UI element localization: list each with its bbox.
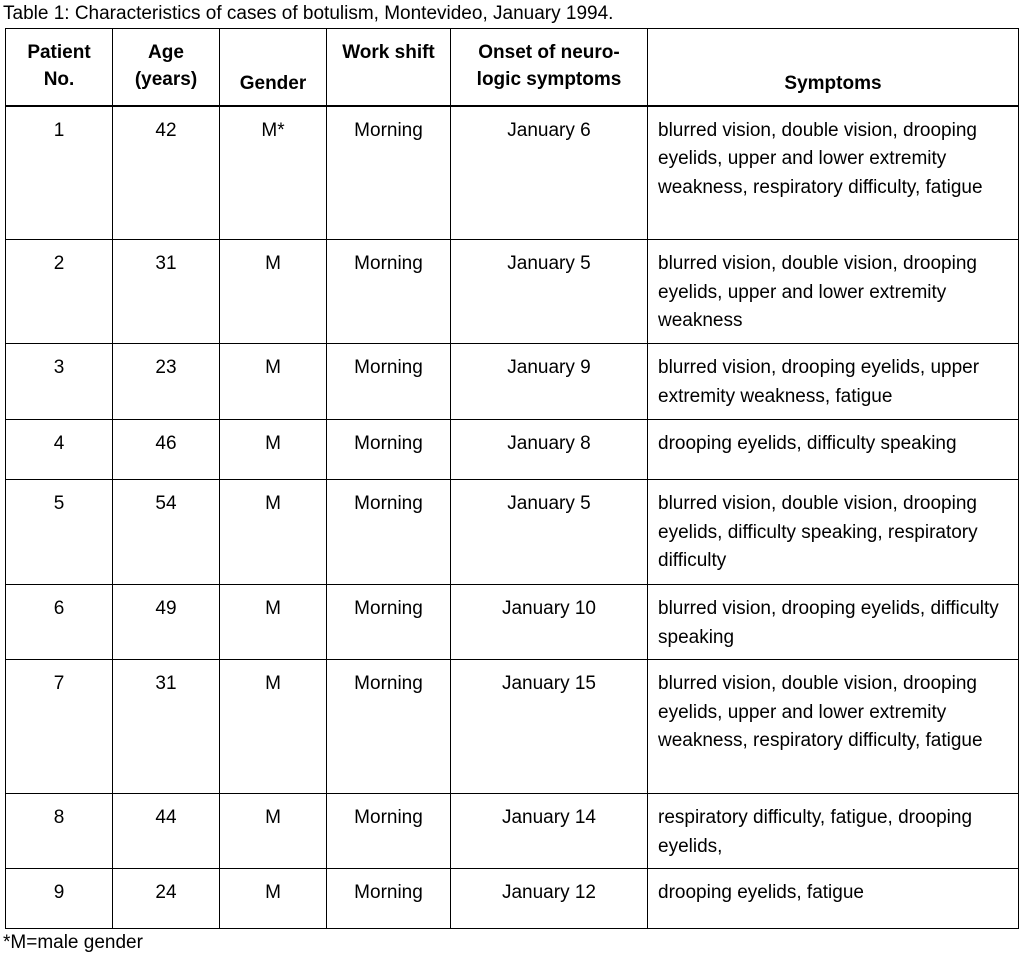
cell-gender: M <box>220 660 327 794</box>
cell-work-shift: Morning <box>327 106 451 240</box>
cell-gender: M <box>220 420 327 480</box>
cell-gender: M <box>220 794 327 869</box>
cell-patient-no: 6 <box>6 585 113 660</box>
table-row <box>6 585 1019 660</box>
cell-onset: January 5 <box>451 480 648 585</box>
cell-age: 24 <box>113 869 220 929</box>
cell-gender: M <box>220 240 327 344</box>
cell-age: 42 <box>113 106 220 240</box>
cell-onset: January 15 <box>451 660 648 794</box>
table-row <box>6 869 1019 929</box>
header-age: Age (years) <box>113 29 220 106</box>
table-row <box>6 660 1019 794</box>
cell-work-shift: Morning <box>327 344 451 420</box>
cell-gender: M <box>220 585 327 660</box>
cell-age: 44 <box>113 794 220 869</box>
cell-patient-no: 8 <box>6 794 113 869</box>
cell-gender: M <box>220 480 327 585</box>
cell-work-shift: Morning <box>327 420 451 480</box>
table-row <box>6 480 1019 585</box>
cell-symptoms: respiratory difficulty, fatigue, drooping eyelids, <box>648 794 1019 869</box>
cell-age: 31 <box>113 240 220 344</box>
cell-onset: January 8 <box>451 420 648 480</box>
cell-symptoms: blurred vision, double vision, drooping eyelids, difficulty speaking, respiratory difficulty <box>648 480 1019 585</box>
cell-patient-no: 7 <box>6 660 113 794</box>
header-onset: Onset of neuro- logic symptoms <box>451 29 648 106</box>
cell-age: 54 <box>113 480 220 585</box>
cell-symptoms: drooping eyelids, fatigue <box>648 869 1019 929</box>
cell-symptoms: blurred vision, drooping eyelids, upper extremity weakness, fatigue <box>648 344 1019 420</box>
header-row <box>6 29 1019 106</box>
cell-patient-no: 2 <box>6 240 113 344</box>
header-gender: Gender <box>220 29 327 106</box>
cell-onset: January 5 <box>451 240 648 344</box>
cell-gender: M <box>220 344 327 420</box>
cell-gender: M <box>220 869 327 929</box>
table-row <box>6 344 1019 420</box>
cell-patient-no: 5 <box>6 480 113 585</box>
cell-work-shift: Morning <box>327 240 451 344</box>
cell-age: 46 <box>113 420 220 480</box>
table-row <box>6 106 1019 240</box>
header-symptoms: Symptoms <box>648 29 1019 106</box>
cell-age: 49 <box>113 585 220 660</box>
cell-work-shift: Morning <box>327 794 451 869</box>
table-row <box>6 240 1019 344</box>
cell-onset: January 12 <box>451 869 648 929</box>
cell-symptoms: blurred vision, double vision, drooping eyelids, upper and lower extremity weakness, respiratory difficulty, fatigue <box>648 106 1019 240</box>
cell-work-shift: Morning <box>327 660 451 794</box>
cell-onset: January 6 <box>451 106 648 240</box>
header-patient-no: Patient No. <box>6 29 113 106</box>
cell-age: 23 <box>113 344 220 420</box>
cell-symptoms: drooping eyelids, difficulty speaking <box>648 420 1019 480</box>
table-row <box>6 420 1019 480</box>
cases-table <box>5 28 1019 929</box>
cell-patient-no: 1 <box>6 106 113 240</box>
header-work-shift: Work shift <box>327 29 451 106</box>
table-caption: Table 1: Characteristics of cases of botulism, Montevideo, January 1994. <box>3 3 614 24</box>
cell-symptoms: blurred vision, drooping eyelids, difficulty speaking <box>648 585 1019 660</box>
cell-work-shift: Morning <box>327 869 451 929</box>
cell-patient-no: 9 <box>6 869 113 929</box>
table-body <box>6 106 1019 929</box>
cell-work-shift: Morning <box>327 585 451 660</box>
cell-patient-no: 3 <box>6 344 113 420</box>
cell-gender: M* <box>220 106 327 240</box>
cell-age: 31 <box>113 660 220 794</box>
cell-patient-no: 4 <box>6 420 113 480</box>
cell-onset: January 10 <box>451 585 648 660</box>
cell-symptoms: blurred vision, double vision, drooping eyelids, upper and lower extremity weakness <box>648 240 1019 344</box>
table-header <box>6 29 1019 106</box>
cell-onset: January 9 <box>451 344 648 420</box>
cell-work-shift: Morning <box>327 480 451 585</box>
cell-symptoms: blurred vision, double vision, drooping eyelids, upper and lower extremity weakness, respiratory difficulty, fatigue <box>648 660 1019 794</box>
table-footnote: *M=male gender <box>3 932 143 953</box>
cell-onset: January 14 <box>451 794 648 869</box>
table-row <box>6 794 1019 869</box>
